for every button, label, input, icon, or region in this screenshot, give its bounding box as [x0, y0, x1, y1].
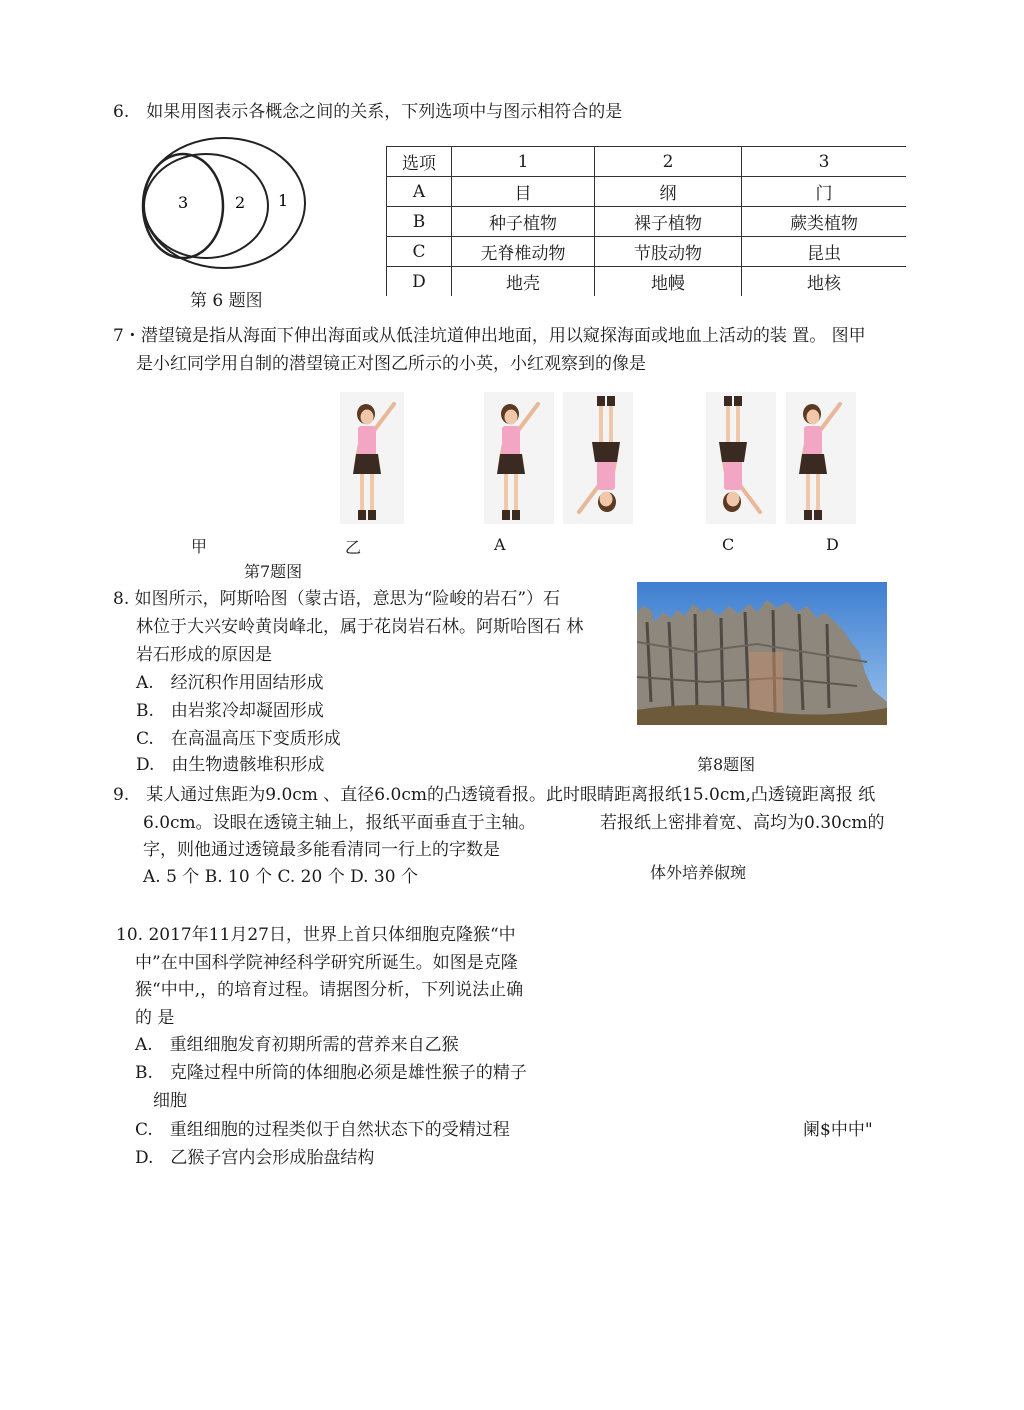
q6-stem: 6. 如果用图表示各概念之间的关系，下列选项中与图示相符合的是	[113, 102, 623, 122]
girl-figure-upside-down	[563, 392, 633, 524]
q7-option-d-photo-mirrored	[786, 392, 856, 524]
table-row	[387, 207, 907, 237]
girl-figure	[340, 392, 404, 524]
girl-figure	[484, 392, 554, 524]
q7-label-yi: 乙	[345, 538, 362, 557]
q7-option-b-photo-inverted	[563, 392, 633, 524]
q9-stem-line2a: 6.0cm。设眼在透镜主轴上，报纸平面垂直于主轴。	[143, 813, 536, 833]
table-row	[387, 177, 907, 207]
q7-label-c: C	[722, 535, 735, 554]
q6-caption: 第 6 题图	[190, 291, 263, 311]
table-cell: 地壳	[452, 267, 595, 297]
table-cell: 选项	[387, 147, 452, 177]
q8-stem-line3: 岩石形成的原因是	[136, 645, 272, 665]
q10-option-b-cont: 细胞	[153, 1091, 187, 1111]
q7-label-a: A	[494, 535, 506, 554]
q7-caption: 第7题图	[244, 562, 303, 581]
table-cell: 地核	[742, 267, 907, 297]
q8-option-b: B. 由岩浆冷却凝固形成	[136, 701, 324, 721]
q7-label-d: D	[826, 535, 839, 554]
table-header-row	[387, 147, 907, 177]
table-cell: 无脊椎动物	[452, 237, 595, 267]
q7-figure-yi-photo	[340, 392, 404, 524]
q8-rock-forest-photo	[637, 582, 887, 725]
table-cell: 昆虫	[742, 237, 907, 267]
table-cell: 1	[452, 147, 595, 177]
q9-stem-line3: 字，则他通过透镜最多能看清同一行上的字数是	[143, 840, 500, 860]
q7-label-jia: 甲	[191, 537, 208, 556]
venn-label-1: 1	[278, 191, 289, 210]
q9-stem-line1: 9. 某人通过焦距为9.0cm 、直径6.0cm的凸透镜看报。此时眼睛距离报纸15.0cm,凸透镜距离报 纸	[113, 785, 876, 805]
q7-stem-line1: 7・潜望镜是指从海面下伸出海面或从低洼坑道伸出地面，用以窥探海面或地血上活动的装 置。 图甲	[113, 326, 866, 346]
table-cell: 地幔	[595, 267, 742, 297]
q10-option-d: D. 乙猴子宫内会形成胎盘结构	[135, 1148, 375, 1168]
q8-option-a: A. 经沉积作用固结形成	[136, 673, 324, 693]
table-cell: 2	[595, 147, 742, 177]
q10-stem-line1: 10. 2017年11月27日，世界上首只体细胞克隆猴“中	[116, 925, 516, 945]
q6-options-table	[386, 146, 906, 296]
venn-label-3: 3	[178, 193, 189, 212]
q7-option-a-photo-upright	[484, 392, 554, 524]
q10-option-c: C. 重组细胞的过程类似于自然状态下的受精过程	[135, 1120, 510, 1140]
venn-label-2: 2	[235, 193, 246, 212]
q8-stem-line1: 8. 如图所示，阿斯哈图（蒙古语，意思为“险峻的岩石”）石	[113, 589, 561, 609]
table-cell: 目	[452, 177, 595, 207]
table-cell: 蕨类植物	[742, 207, 907, 237]
q8-option-d: D. 由生物遗骸堆积形成	[136, 755, 325, 775]
table-cell: 纲	[595, 177, 742, 207]
q10-stem-line3: 猴“中中,，的培育过程。请据图分析，下列说法止确	[135, 980, 524, 1000]
q10-stem-line4: 的 是	[135, 1008, 175, 1028]
q10-figure-bottom-label: 阑$中中"	[803, 1120, 873, 1140]
q10-option-a: A. 重组细胞发育初期所需的营养来自乙猴	[135, 1035, 459, 1055]
q10-stem-line2: 中”在中国科学院神经科学研究所诞生。如图是克隆	[135, 953, 518, 973]
q10-option-b: B. 克隆过程中所筒的体细胞必须是雄性猴子的精子	[135, 1063, 527, 1083]
table-cell: 3	[742, 147, 907, 177]
q10-figure-side-label: 体外培养俶琬	[650, 863, 747, 882]
table-row	[387, 237, 907, 267]
table-cell: A	[387, 177, 452, 207]
q9-options: A. 5 个 B. 10 个 C. 20 个 D. 30 个	[143, 867, 418, 887]
girl-figure	[786, 392, 856, 524]
table-cell: C	[387, 237, 452, 267]
girl-figure-upside-down-mirrored	[706, 392, 776, 524]
table-cell: D	[387, 267, 452, 297]
table-row	[387, 267, 907, 297]
table-cell: 节肢动物	[595, 237, 742, 267]
q7-stem-line2: 是小红同学用自制的潜望镜正对图乙所示的小英，小红观察到的像是	[136, 354, 646, 374]
q9-stem-line2b: 若报纸上密排着宽、高均为0.30cm的	[600, 813, 885, 833]
table-cell: 门	[742, 177, 907, 207]
table-cell: 种子植物	[452, 207, 595, 237]
venn-circle-2	[144, 154, 268, 258]
q7-option-c-photo-inverted	[706, 392, 776, 524]
q8-stem-line2: 林位于大兴安岭黄岗峰北，属于花岗岩石林。阿斯哈图石 林	[136, 617, 584, 637]
table-cell: 裸子植物	[595, 207, 742, 237]
q8-caption: 第8题图	[697, 755, 756, 774]
table-cell: B	[387, 207, 452, 237]
q6-venn-diagram	[138, 134, 310, 274]
q8-option-c: C. 在高温高压下变质形成	[136, 729, 341, 749]
